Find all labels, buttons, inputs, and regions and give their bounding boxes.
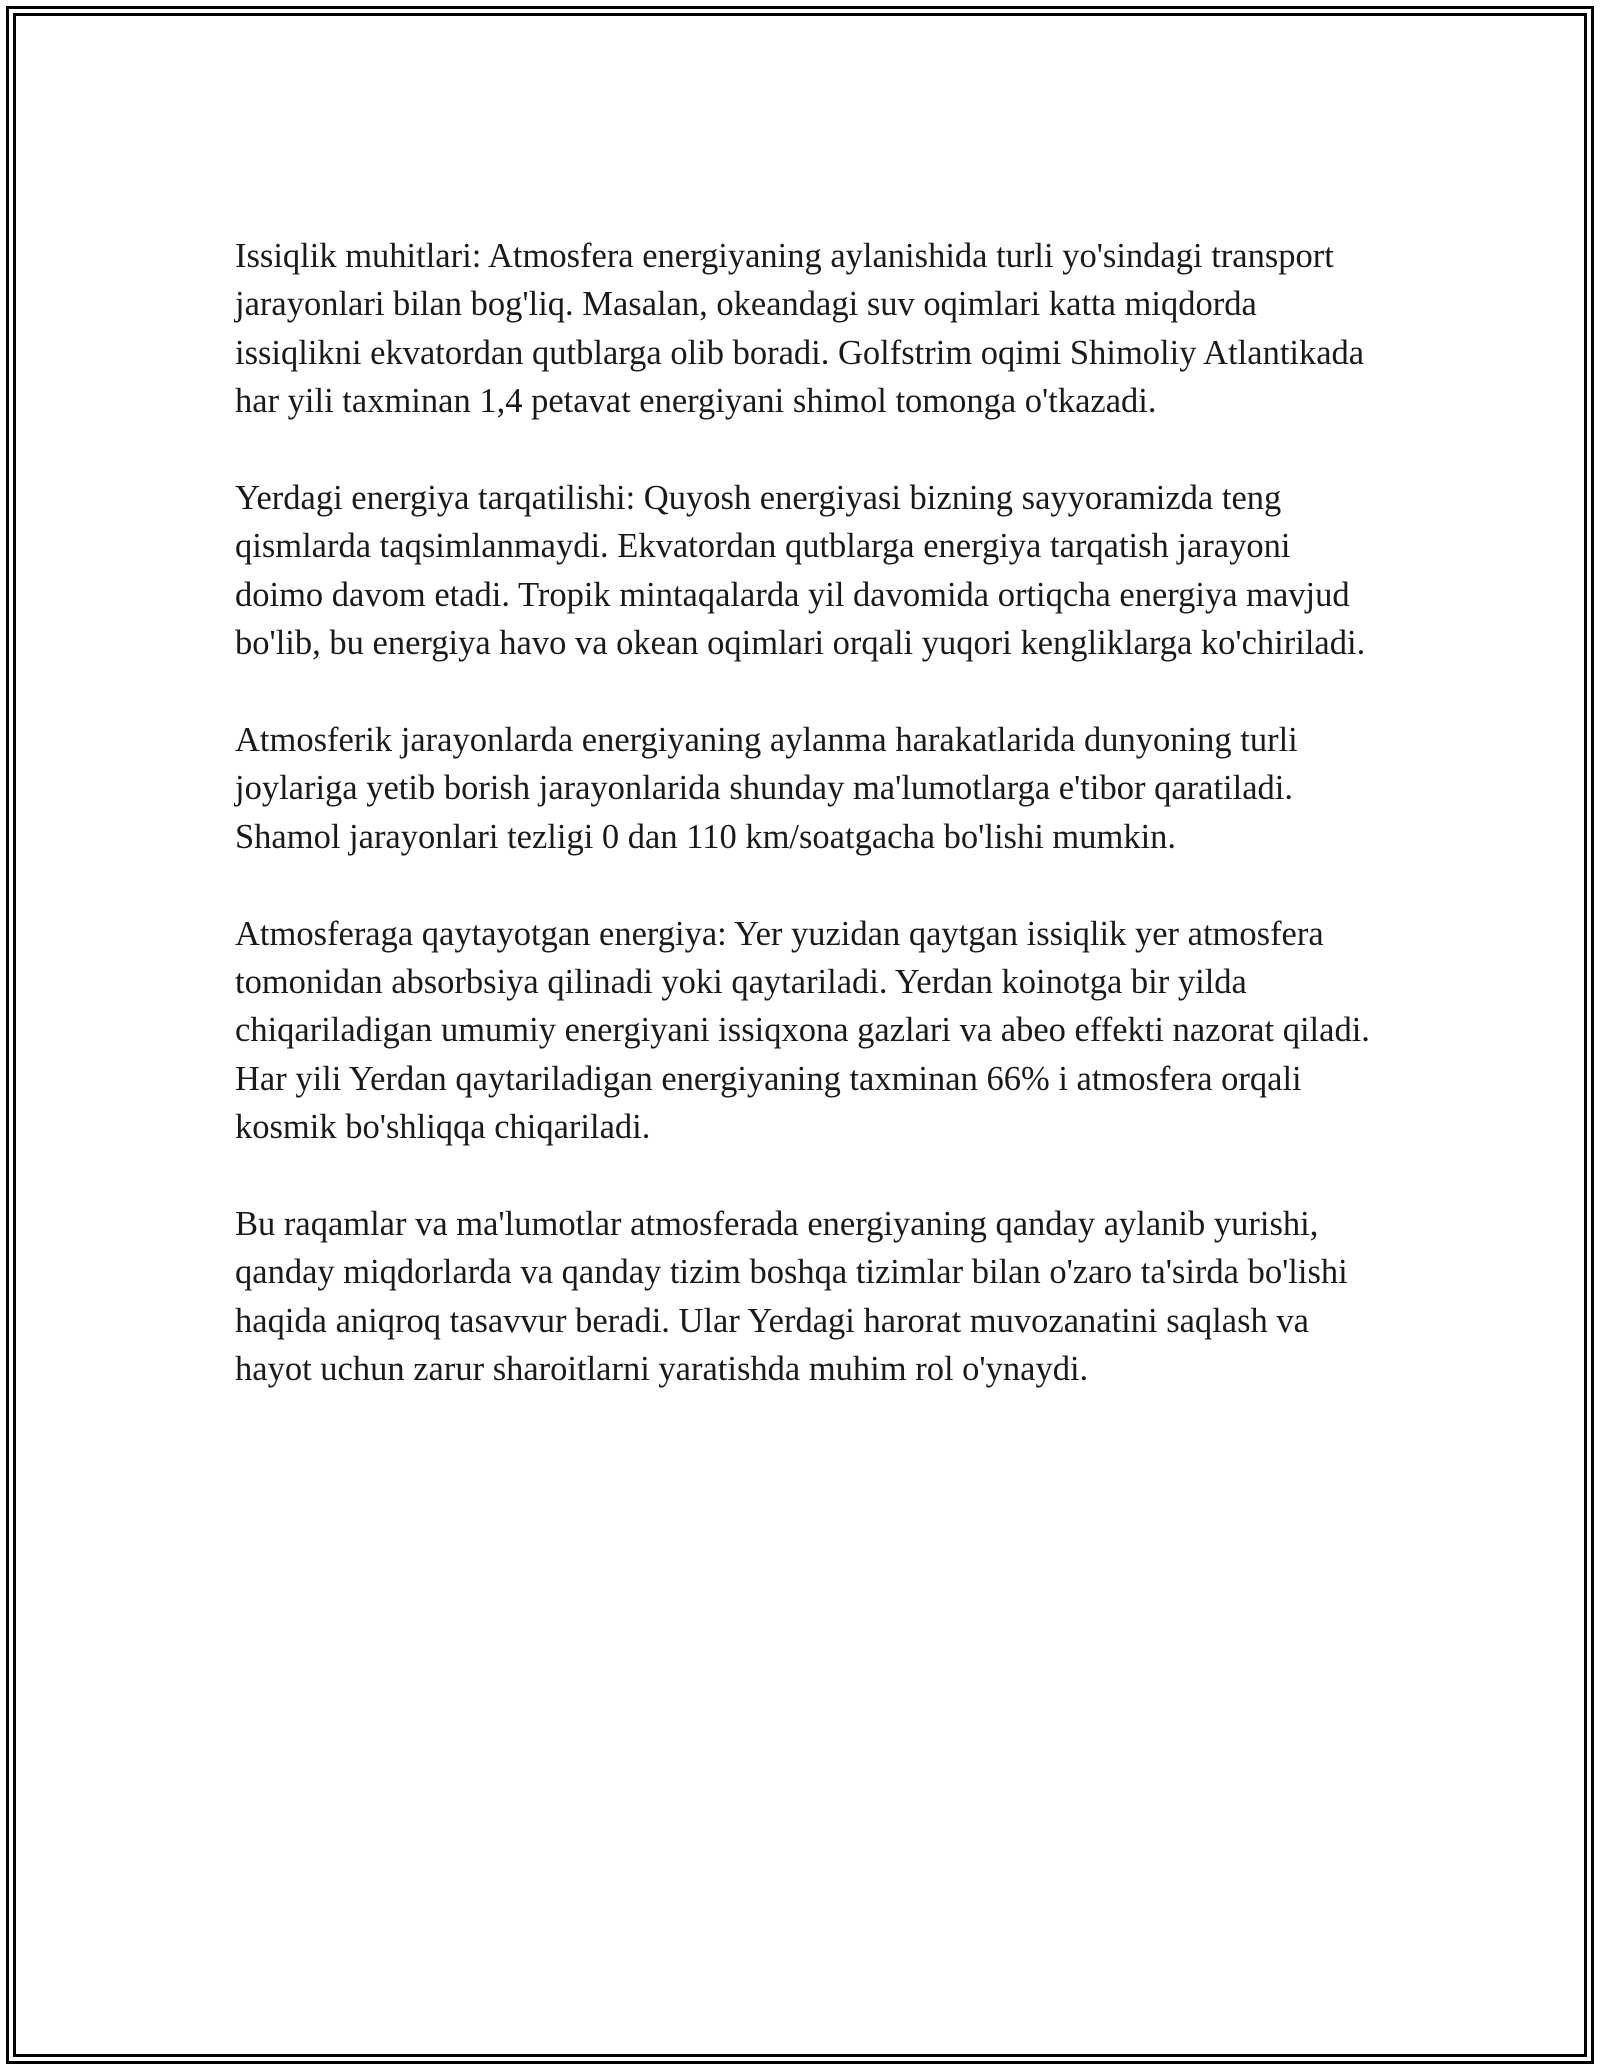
paragraph-atmospheric-processes: Atmosferik jarayonlarda energiyaning aylanma harakatlarida dunyoning turli joylariga yetib borish jarayonlarida shunday ma'lumotlarga e'tibor qaratiladi. Shamol jarayonlari tezligi 0 dan 110 km/soatgacha bo'lishi mumkin. — [235, 721, 1298, 856]
document-body — [235, 232, 1375, 1442]
paragraph-energy-distribution: Yerdagi energiya tarqatilishi: Quyosh energiyasi bizning sayyoramizda teng qismlarda taqsimlanmaydi. Ekvatordan qutblarga energiya tarqatish jarayoni doimo davom etadi. Tropik mintaqalarda yil davomida ortiqcha energiya mavjud bo'lib, bu energiya havo va okean oqimlari orqali yuqori kengliklarga ko'chiriladi. — [235, 479, 1366, 663]
paragraph-heat-environments: Issiqlik muhitlari: Atmosfera energiyaning aylanishida turli yo'sindagi transport jarayonlari bilan bog'liq. Masalan, okeandagi suv oqimlari katta miqdorda issiqlikni ekvatordan qutblarga olib boradi. Golfstrim oqimi Shimoliy Atlantikada har yili taxminan 1,4 petavat energiyani shimol tomonga o'tkazadi. — [235, 237, 1365, 421]
paragraph-conclusion: Bu raqamlar va ma'lumotlar atmosferada energiyaning qanday aylanib yurishi, qanday miqdorlarda va qanday tizim boshqa tizimlar bilan o'zaro ta'sirda bo'lishi haqida aniqroq tasavvur beradi. Ular Yerdagi harorat muvozanatini saqlash va hayot uchun zarur sharoitlarni yaratishda muhim rol o'ynaydi. — [235, 1205, 1348, 1389]
paragraph-returning-energy: Atmosferaga qaytayotgan energiya: Yer yuzidan qaytgan issiqlik yer atmosfera tomonidan absorbsiya qilinadi yoki qaytariladi. Yerdan koinotga bir yilda chiqariladigan umumiy energiyani issiqxona gazlari va abeo effekti nazorat qiladi. Har yili Yerdan qaytariladigan energiyaning taxminan 66% i atmosfera orqali kosmik bo'shliqqa chiqariladi. — [235, 914, 1370, 1147]
